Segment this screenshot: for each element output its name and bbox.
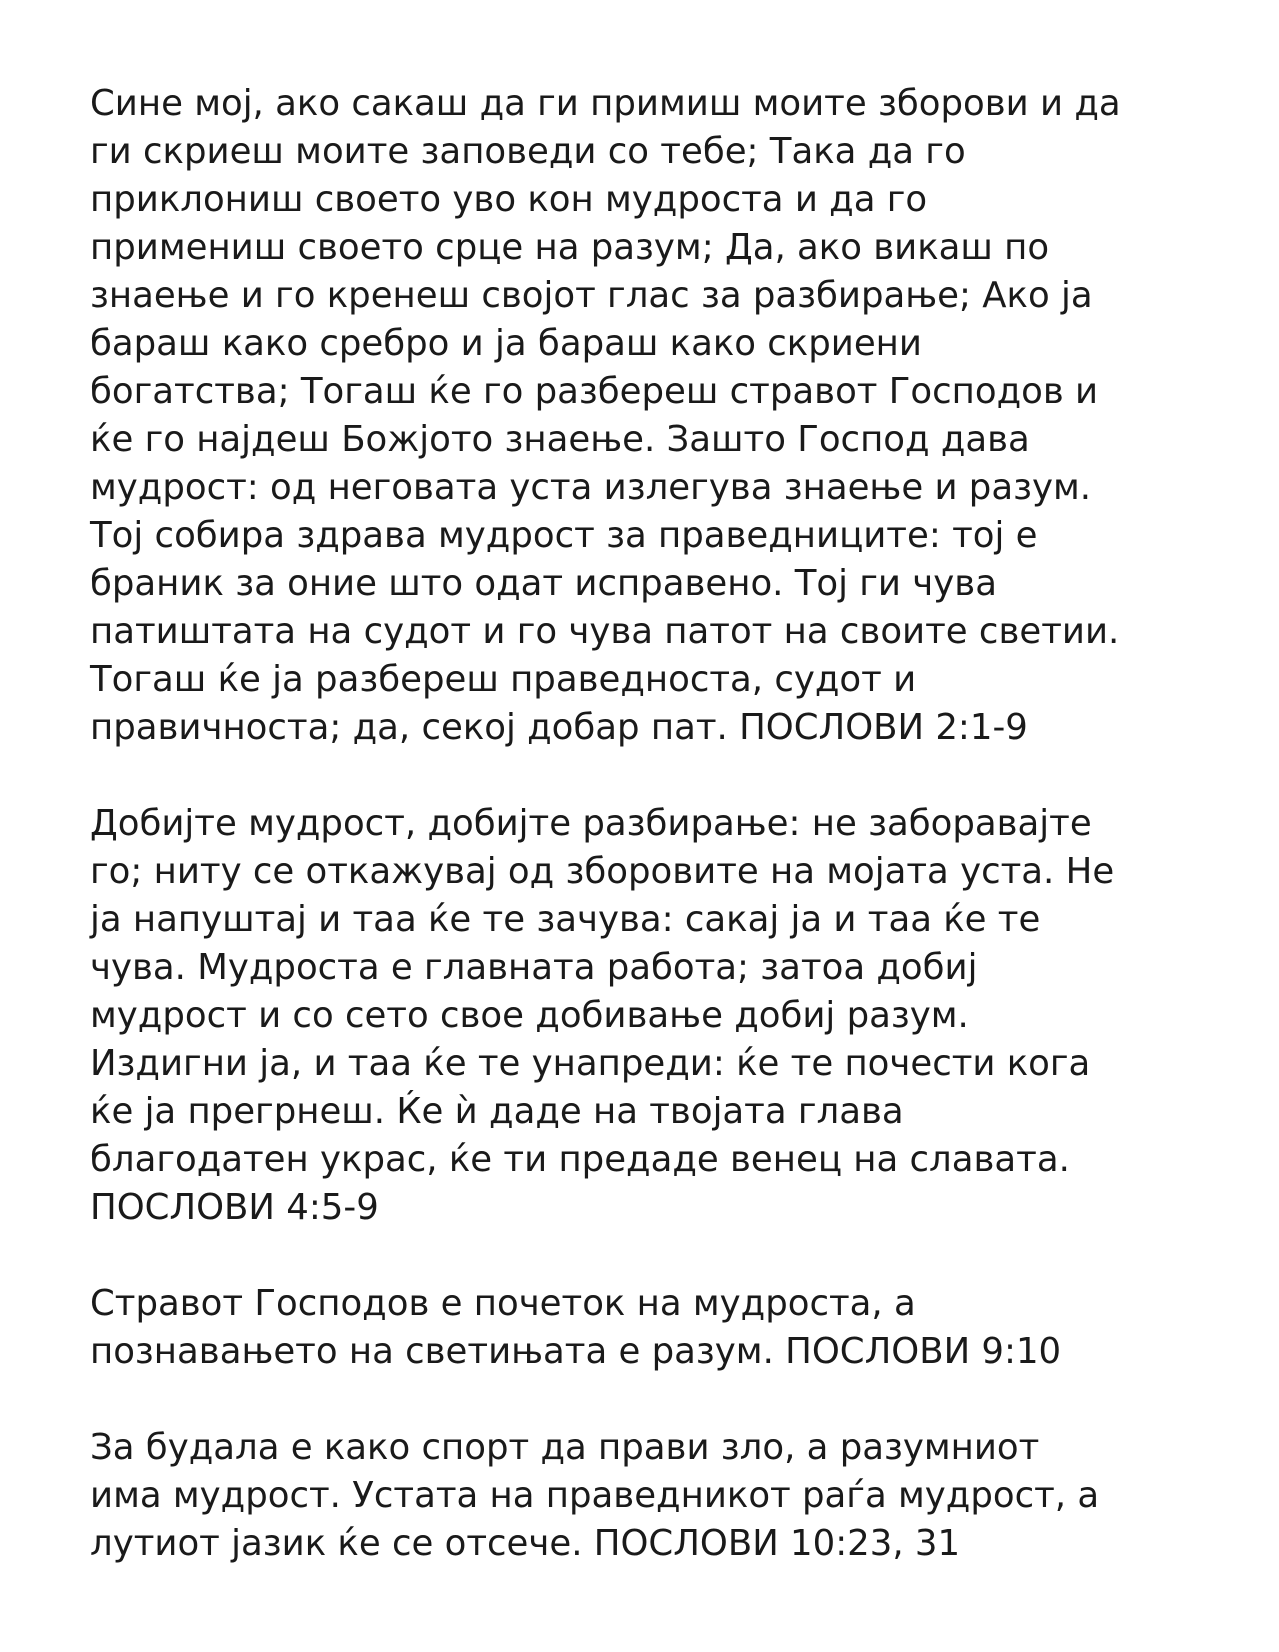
text-line: бараш како сребро и ја бараш како скриени <box>90 323 922 364</box>
text-line: лутиот јазик ќе се отсече. ПОСЛОВИ 10:23, 31 <box>90 1523 961 1564</box>
text-line: Сине мој, ако сакаш да ги примиш моите зборови и да <box>90 83 1121 124</box>
text-line: правичноста; да, секој добар пат. ПОСЛОВИ 2:1-9 <box>90 707 1028 748</box>
document-page <box>90 80 1210 1568</box>
text-line: примениш своето срце на разум; Да, ако викаш по <box>90 227 1050 268</box>
text-line: мудрост: од неговата уста излегува знаење и разум. <box>90 467 1092 508</box>
text-line: приклониш своето уво кон мудроста и да го <box>90 179 928 220</box>
passage-proverbs-2-1-9 <box>90 80 1210 752</box>
text-line: има мудрост. Устата на праведникот раѓа мудрост, а <box>90 1475 1100 1516</box>
text-line: благодатен украс, ќе ти предаде венец на славата. <box>90 1139 1070 1180</box>
text-line: богатства; Тогаш ќе го разбереш стравот Господов и <box>90 371 1099 412</box>
text-line: мудрост и со сето свое добивање добиј разум. <box>90 995 969 1036</box>
text-line: Тогаш ќе ја разбереш праведноста, судот и <box>90 659 917 700</box>
text-line: ја напуштај и таа ќе те зачува: сакај ја и таа ќе те <box>90 899 1041 940</box>
text-line: Тој собира здрава мудрост за праведниците: тој е <box>90 515 1038 556</box>
text-line: Издигни ја, и таа ќе те унапреди: ќе те почести кога <box>90 1043 1091 1084</box>
text-line: патиштата на судот и го чува патот на своите светии. <box>90 611 1120 652</box>
text-line: Стравот Господов е почеток на мудроста, а <box>90 1283 916 1324</box>
text-line: ПОСЛОВИ 4:5-9 <box>90 1187 379 1228</box>
text-line: ќе го најдеш Божјото знаење. Зашто Господ дава <box>90 419 1030 460</box>
text-line: чува. Мудроста е главната работа; затоа добиј <box>90 947 978 988</box>
text-line: Добијте мудрост, добијте разбирање: не заборавајте <box>90 803 1092 844</box>
text-line: знаење и го кренеш својот глас за разбирање; Ако ја <box>90 275 1093 316</box>
passage-proverbs-9-10 <box>90 1280 1210 1376</box>
text-line: ќе ја прегрнеш. Ќе ѝ даде на твојата глава <box>90 1091 904 1132</box>
text-line: браник за оние што одат исправено. Тој ги чува <box>90 563 997 604</box>
text-line: го; ниту се откажувај од зборовите на мојата уста. Не <box>90 851 1115 892</box>
passage-proverbs-4-5-9 <box>90 800 1210 1232</box>
text-line: За будала е како спорт да прави зло, а разумниот <box>90 1427 1040 1468</box>
text-line: ги скриеш моите заповеди со тебе; Така да го <box>90 131 966 172</box>
text-line: познавањето на светињата е разум. ПОСЛОВИ 9:10 <box>90 1331 1062 1372</box>
passage-proverbs-10-23-31 <box>90 1424 1210 1568</box>
